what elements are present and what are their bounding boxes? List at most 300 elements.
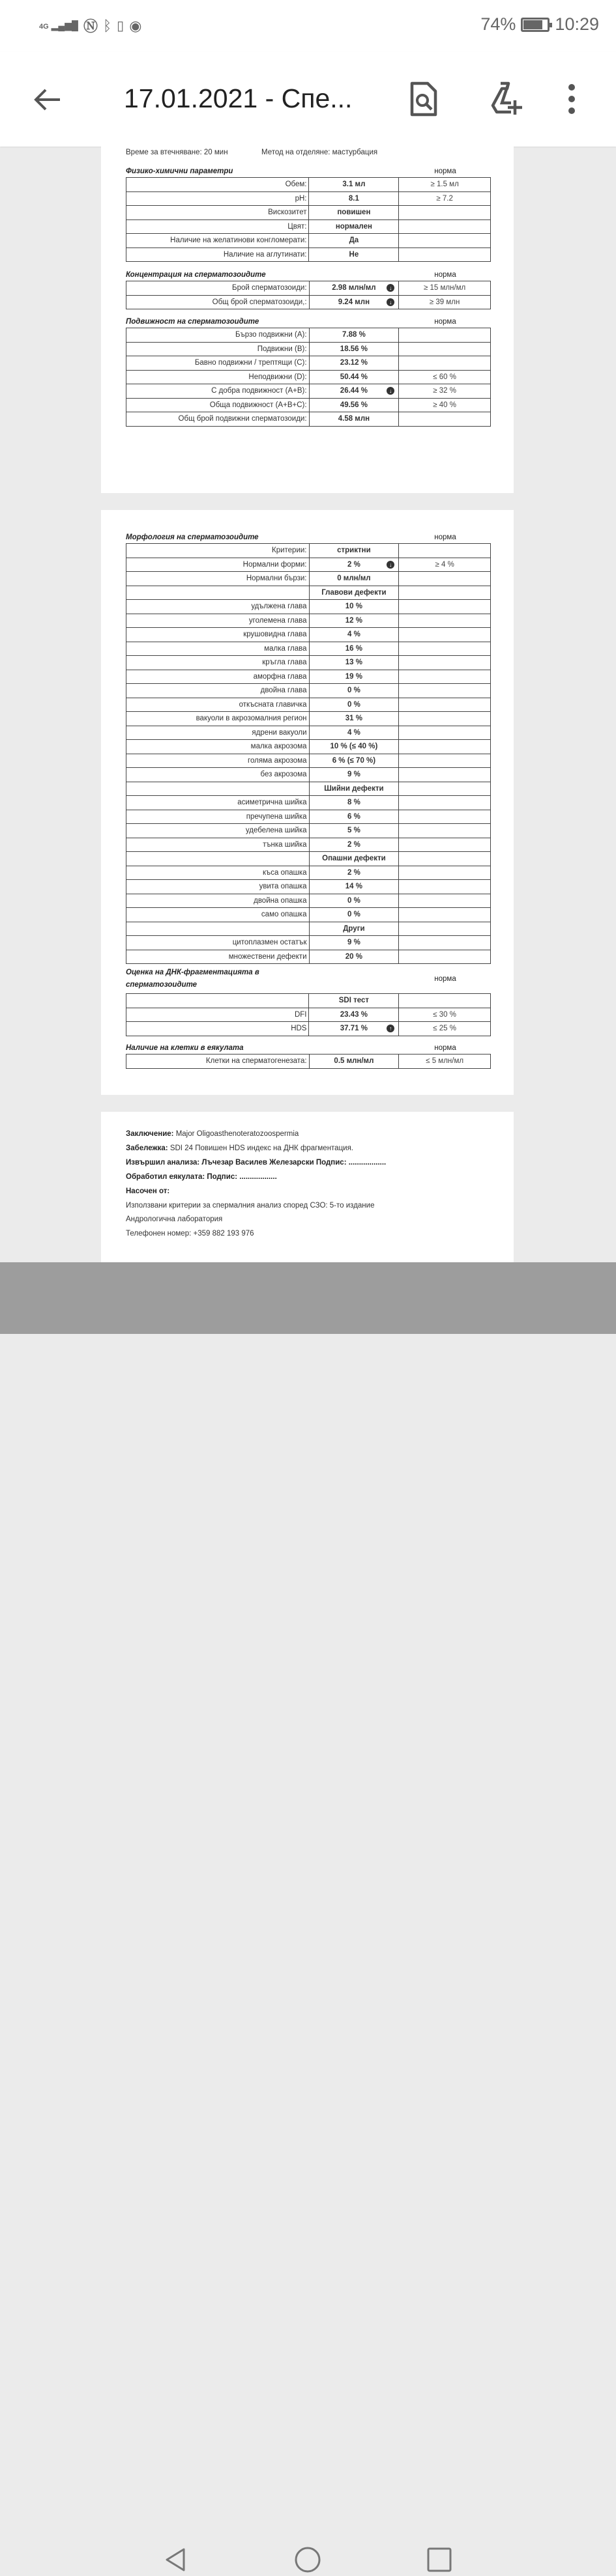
row-norm <box>399 206 491 220</box>
row-value <box>309 191 399 206</box>
row-value-text: SDI тест <box>338 997 369 1005</box>
row-value-text: Да <box>349 236 359 245</box>
row-value-text: 18.56 % <box>340 345 368 353</box>
row-norm: ≤ 60 % <box>399 370 491 384</box>
row-label: двойна опашка <box>126 894 310 908</box>
row-norm <box>399 544 491 558</box>
section-header <box>126 314 491 326</box>
row-label: Брой сперматозоиди: <box>126 281 310 296</box>
row-value <box>309 356 399 371</box>
row-value-text: 10 % <box>345 602 362 611</box>
row-label: Бавно подвижни / трептящи (C): <box>126 356 310 371</box>
arrow-down-icon: ↓ <box>387 561 394 569</box>
row-value <box>309 754 399 768</box>
row-label: Вискозитет <box>126 206 309 220</box>
row-label: Бързо подвижни (A): <box>126 328 310 343</box>
table-row <box>126 894 491 908</box>
table-row <box>126 796 491 810</box>
results-table <box>126 281 491 309</box>
row-label: Обща подвижност (A+B+C): <box>126 398 310 412</box>
section-title: Наличие на клетки в еякулата <box>126 1044 244 1052</box>
table-row <box>126 838 491 852</box>
footer-key: Забележка: <box>126 1144 168 1152</box>
row-value-text: 0 млн/мл <box>337 574 371 583</box>
section <box>126 163 491 262</box>
arrow-left-icon[interactable] <box>31 83 64 116</box>
row-norm <box>399 838 491 852</box>
row-norm <box>399 740 491 754</box>
footer-line <box>126 1159 386 1167</box>
row-value-text: 8.1 <box>348 194 359 203</box>
table-row <box>126 356 491 371</box>
row-label <box>126 994 309 1008</box>
row-value <box>309 370 399 384</box>
row-value <box>309 600 399 614</box>
row-norm <box>399 219 491 234</box>
row-value <box>309 908 399 922</box>
row-value <box>309 810 399 824</box>
row-label <box>126 922 310 936</box>
more-vert-icon[interactable] <box>562 81 581 117</box>
row-norm: ≥ 7.2 <box>399 191 491 206</box>
footer-key: Извършил анализа: Лъчезар Василев Железарски Подпис: .................. <box>126 1158 387 1167</box>
row-value <box>309 628 399 642</box>
table-row <box>126 656 491 670</box>
norm-label: норма <box>434 533 456 541</box>
footer-key: Насочен от: <box>126 1187 170 1195</box>
home-nav-icon[interactable] <box>295 2547 321 2573</box>
row-norm <box>399 356 491 371</box>
row-label: Клетки на сперматогенезата: <box>126 1054 310 1069</box>
table-row <box>126 994 491 1008</box>
row-norm <box>399 670 491 684</box>
drive-add-icon[interactable] <box>486 81 519 117</box>
norm-label: норма <box>434 1044 456 1052</box>
footer-key: Заключение: <box>126 1130 174 1138</box>
row-norm: ≥ 1.5 мл <box>399 178 491 192</box>
row-label: без акрозома <box>126 768 310 782</box>
footer-value: Major Oligoasthenoteratozoospermia <box>173 1130 299 1138</box>
row-label: Нормални бързи: <box>126 572 310 586</box>
row-value-text: 37.71 % <box>340 1025 368 1033</box>
table-row <box>126 698 491 712</box>
arrow-down-icon: ↓ <box>387 387 394 395</box>
row-value <box>309 1022 399 1036</box>
table-row <box>126 248 491 262</box>
row-value-text: 0 % <box>347 911 360 919</box>
row-value-text: 9 % <box>347 939 360 947</box>
norm-label: норма <box>434 167 456 175</box>
section <box>126 967 491 1036</box>
arrow-down-icon: ↓ <box>387 298 394 306</box>
row-value <box>309 178 399 192</box>
section <box>126 530 491 964</box>
footer-value: Използвани критерии за спермалния анализ според СЗО: 5-то издание <box>126 1201 375 1210</box>
table-row <box>126 281 491 296</box>
row-value <box>309 670 399 684</box>
table-row <box>126 754 491 768</box>
table-row <box>126 600 491 614</box>
row-label: само опашка <box>126 908 310 922</box>
row-norm <box>399 684 491 698</box>
section-header <box>126 267 491 279</box>
collection-method: Метод на отделяне: мастурбация <box>261 149 378 156</box>
table-row <box>126 726 491 740</box>
row-value <box>309 712 399 726</box>
row-label: увита опашка <box>126 880 310 894</box>
table-row <box>126 908 491 922</box>
row-label: малка акрозома <box>126 740 310 754</box>
chrome-icon: ◉ <box>129 17 142 34</box>
table-row <box>126 1022 491 1036</box>
row-norm <box>399 810 491 824</box>
table-row <box>126 544 491 558</box>
row-value <box>309 994 399 1008</box>
row-norm <box>399 656 491 670</box>
section-title: Подвижност на сперматозоидите <box>126 318 259 326</box>
row-value <box>309 544 399 558</box>
row-value <box>309 698 399 712</box>
row-norm <box>399 248 491 262</box>
row-value-text: 0 % <box>347 896 360 905</box>
row-value-text: 6 % <box>347 812 360 821</box>
row-value-text: 4 % <box>347 728 360 737</box>
row-norm <box>399 342 491 356</box>
row-norm <box>399 726 491 740</box>
row-label: Неподвижни (D): <box>126 370 310 384</box>
row-value-text: 50.44 % <box>340 373 368 381</box>
row-value <box>309 614 399 628</box>
table-row <box>126 586 491 600</box>
row-value-text: нормален <box>335 222 372 231</box>
row-norm: ≤ 25 % <box>399 1022 491 1036</box>
row-value-text: 9.24 млн <box>338 298 370 306</box>
row-value-text: 23.12 % <box>340 359 368 367</box>
row-value-text: 16 % <box>345 644 362 653</box>
row-value-text: 2 % <box>347 868 360 877</box>
row-value-text: 7.88 % <box>342 331 366 339</box>
table-row <box>126 768 491 782</box>
row-value-text: 4.58 млн <box>338 415 370 423</box>
status-bar <box>0 0 616 52</box>
norm-label: норма <box>434 975 456 983</box>
row-norm <box>399 824 491 838</box>
arrow-up-icon: ↑ <box>387 1025 394 1032</box>
section-title: Физико-химични параметри <box>126 167 233 175</box>
row-value-text: Опашни дефекти <box>322 855 386 863</box>
row-value <box>309 768 399 782</box>
row-value <box>309 295 399 309</box>
row-value-text: стриктни <box>337 546 371 555</box>
row-value-text: повишен <box>337 208 371 217</box>
table-row <box>126 614 491 628</box>
row-norm <box>399 642 491 656</box>
row-value-text: 19 % <box>345 672 362 681</box>
footer-line <box>126 1187 169 1195</box>
nfc-icon: Ⓝ <box>83 18 98 35</box>
row-value-text: 9 % <box>347 771 360 779</box>
table-row <box>126 558 491 572</box>
row-label: уголемена глава <box>126 614 310 628</box>
row-label: Подвижни (B): <box>126 342 310 356</box>
row-label: Цвят: <box>126 219 309 234</box>
row-value-text: 13 % <box>345 658 362 667</box>
table-row <box>126 1008 491 1022</box>
row-label: Общ брой подвижни сперматозоиди: <box>126 412 310 427</box>
row-norm: ≥ 39 млн <box>399 295 491 309</box>
row-value <box>309 412 399 427</box>
row-value <box>309 234 399 248</box>
row-norm <box>399 586 491 600</box>
row-norm <box>399 572 491 586</box>
row-value-text: 6 % (≤ 70 %) <box>332 756 376 765</box>
row-norm <box>399 866 491 880</box>
row-value <box>309 1008 399 1022</box>
row-norm <box>399 754 491 768</box>
row-label: тънка шийка <box>126 838 310 852</box>
row-label <box>126 782 310 796</box>
row-value-text: 5 % <box>347 827 360 835</box>
row-label: Критерии: <box>126 544 310 558</box>
footer-line <box>126 1215 222 1223</box>
row-label: удължена глава <box>126 600 310 614</box>
table-row <box>126 782 491 796</box>
table-row <box>126 852 491 866</box>
table-row <box>126 866 491 880</box>
section-title: Концентрация на сперматозоидите <box>126 271 266 279</box>
results-table <box>126 328 491 427</box>
row-value-text: 4 % <box>347 630 360 639</box>
row-value <box>309 384 399 399</box>
row-norm <box>399 852 491 866</box>
clock: 10:29 <box>555 14 599 34</box>
row-norm <box>399 614 491 628</box>
footer-value: Андрологична лаборатория <box>126 1215 223 1224</box>
table-row <box>126 824 491 838</box>
table-row <box>126 922 491 936</box>
table-row <box>126 684 491 698</box>
row-label: Наличие на аглутинати: <box>126 248 309 262</box>
row-label <box>126 586 310 600</box>
row-label: къса опашка <box>126 866 310 880</box>
row-label: вакуоли в акрозомалния регион <box>126 712 310 726</box>
row-value <box>309 206 399 220</box>
row-norm: ≥ 32 % <box>399 384 491 399</box>
battery-percent: 74% <box>480 14 516 34</box>
row-label: кръгла глава <box>126 656 310 670</box>
table-row <box>126 342 491 356</box>
row-label: ядрени вакуоли <box>126 726 310 740</box>
section-header <box>126 530 491 541</box>
row-value <box>309 642 399 656</box>
row-value <box>309 866 399 880</box>
row-value <box>309 1054 399 1069</box>
footer-line <box>126 1130 299 1138</box>
row-label: цитоплазмен остатък <box>126 936 310 950</box>
row-label <box>126 852 310 866</box>
row-label: малка глава <box>126 642 310 656</box>
table-row <box>126 572 491 586</box>
row-norm <box>399 328 491 343</box>
row-value-text: 14 % <box>345 883 362 891</box>
row-value <box>309 558 399 572</box>
results-table <box>126 993 491 1036</box>
app-bar <box>0 52 616 147</box>
table-row <box>126 191 491 206</box>
row-norm <box>399 880 491 894</box>
footer-key: Обработил еякулата: Подпис: .................. <box>126 1172 277 1181</box>
sample-info <box>126 149 491 156</box>
liquefaction-time: Време за втечняване: 20 мин <box>126 149 228 156</box>
row-label: крушовидна глава <box>126 628 310 642</box>
table-row <box>126 206 491 220</box>
arrow-down-icon: ↓ <box>387 284 394 292</box>
norm-label: норма <box>434 318 456 326</box>
recents-nav-icon[interactable] <box>426 2547 452 2573</box>
section-header <box>126 967 491 991</box>
row-norm <box>399 936 491 950</box>
row-norm: ≥ 4 % <box>399 558 491 572</box>
battery-icon <box>521 18 550 32</box>
table-row <box>126 295 491 309</box>
row-label: двойна глава <box>126 684 310 698</box>
row-norm <box>399 908 491 922</box>
row-value <box>309 656 399 670</box>
row-norm <box>399 628 491 642</box>
section-title: Морфология на сперматозоидите <box>126 533 259 541</box>
section <box>126 1040 491 1069</box>
row-value-text: 31 % <box>345 715 362 723</box>
table-row <box>126 810 491 824</box>
row-norm <box>399 796 491 810</box>
row-value-text: 49.56 % <box>340 401 368 409</box>
footer-value: SDI 24 Повишен HDS индекс на ДНК фрагментация. <box>168 1144 354 1152</box>
table-row <box>126 950 491 964</box>
table-row <box>126 178 491 192</box>
footer-value: Телефонен номер: +359 882 193 976 <box>126 1230 254 1238</box>
table-row <box>126 936 491 950</box>
row-label: асиметрична шийка <box>126 796 310 810</box>
row-value <box>309 838 399 852</box>
table-row <box>126 398 491 412</box>
row-value-text: 0 % <box>347 686 360 695</box>
row-value-text: 0.5 млн/мл <box>334 1057 374 1066</box>
row-label: pH: <box>126 191 309 206</box>
row-label: удебелена шийка <box>126 824 310 838</box>
row-value-text: 3.1 мл <box>342 180 366 189</box>
row-norm: ≥ 15 млн/мл <box>399 281 491 296</box>
footer-line <box>126 1202 374 1210</box>
row-value-text: Главови дефекти <box>321 588 387 597</box>
row-value <box>309 950 399 964</box>
row-value <box>309 782 399 796</box>
footer-line <box>126 1144 353 1152</box>
table-row <box>126 234 491 248</box>
row-label: аморфна глава <box>126 670 310 684</box>
row-value-text: 12 % <box>345 616 362 625</box>
row-norm <box>399 894 491 908</box>
row-value-text: 2.98 млн/мл <box>332 284 376 292</box>
row-norm <box>399 712 491 726</box>
section <box>126 267 491 309</box>
back-nav-icon[interactable] <box>163 2547 189 2573</box>
table-row <box>126 328 491 343</box>
table-row <box>126 370 491 384</box>
row-label: Нормални форми: <box>126 558 310 572</box>
table-row <box>126 712 491 726</box>
row-norm <box>399 950 491 964</box>
row-value-text: 10 % (≤ 40 %) <box>330 743 378 751</box>
document-search-icon[interactable] <box>407 81 439 117</box>
row-label: множествени дефекти <box>126 950 310 964</box>
section-header <box>126 163 491 175</box>
row-value <box>309 824 399 838</box>
row-norm <box>399 994 491 1008</box>
row-value <box>309 219 399 234</box>
row-value <box>309 398 399 412</box>
row-value-text: Други <box>343 924 365 933</box>
row-value-text: 0 % <box>347 700 360 709</box>
row-norm <box>399 600 491 614</box>
table-row <box>126 628 491 642</box>
norm-label: норма <box>434 271 456 279</box>
row-norm: ≤ 30 % <box>399 1008 491 1022</box>
row-value <box>309 342 399 356</box>
section-header <box>126 1040 491 1052</box>
table-row <box>126 412 491 427</box>
row-label: Наличие на желатинови конгломерати: <box>126 234 309 248</box>
row-value <box>309 852 399 866</box>
section <box>126 314 491 427</box>
row-norm: ≤ 5 млн/мл <box>399 1054 491 1069</box>
table-row <box>126 219 491 234</box>
bluetooth-icon: ᛒ <box>102 17 112 34</box>
row-value <box>309 572 399 586</box>
row-label: пречупена шийка <box>126 810 310 824</box>
row-norm <box>399 234 491 248</box>
row-value-text: 2 % <box>347 560 360 569</box>
row-value <box>309 328 399 343</box>
row-value-text: 23.43 % <box>340 1010 368 1019</box>
row-value-text: 2 % <box>347 840 360 849</box>
row-label: откъсната главичка <box>126 698 310 712</box>
section-title: Оценка на ДНК-фрагментацията в сперматозоидите <box>126 969 259 989</box>
row-norm: ≥ 40 % <box>399 398 491 412</box>
row-label: HDS <box>126 1022 309 1036</box>
row-value <box>309 740 399 754</box>
table-row <box>126 642 491 656</box>
row-norm <box>399 698 491 712</box>
row-norm <box>399 782 491 796</box>
row-value <box>309 936 399 950</box>
footer-line <box>126 1230 254 1238</box>
results-table <box>126 1054 491 1069</box>
results-table <box>126 543 491 964</box>
table-row <box>126 384 491 399</box>
row-value-text: 26.44 % <box>340 387 368 395</box>
row-label: DFI <box>126 1008 309 1022</box>
row-value-text: 20 % <box>345 952 362 961</box>
navigation-bar <box>0 1262 616 1334</box>
vibrate-icon: ▯ <box>117 19 125 33</box>
row-label: Обем: <box>126 178 309 192</box>
row-value <box>309 684 399 698</box>
results-table <box>126 177 491 262</box>
row-value <box>309 894 399 908</box>
footer-line <box>126 1173 277 1181</box>
row-value <box>309 880 399 894</box>
signal-icon: 4G ▂▄▆█ <box>39 20 78 31</box>
